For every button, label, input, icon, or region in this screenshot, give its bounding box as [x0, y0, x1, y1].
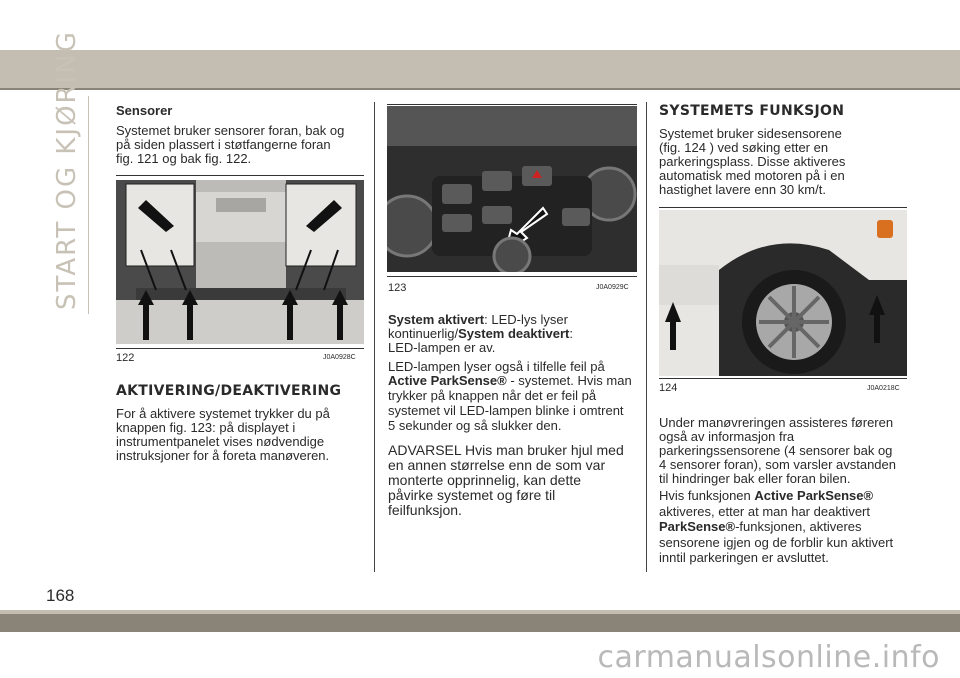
- fault-line-4: systemet vil LED-lampen blinke i omtrent: [388, 403, 624, 418]
- aktivering-heading: AKTIVERING/DEAKTIVERING: [116, 383, 342, 399]
- side-wheel-illustration: [659, 210, 907, 376]
- figure-124-bottom-rule: [659, 378, 907, 379]
- rear-bumper-illustration: [116, 180, 364, 344]
- fault-active-parksense-label: Active ParkSense®: [388, 373, 507, 388]
- fault-line-5: 5 sekunder og så slukker den.: [388, 418, 562, 433]
- maneuver-line-4: 4 sensorer foran), som varsler avstanden: [659, 457, 896, 472]
- advarsel-line-2: en annen størrelse enn de som var: [388, 457, 606, 473]
- figure-123-top-rule: [387, 104, 637, 105]
- if-line-2: aktiveres, etter at man har deaktivert: [659, 504, 870, 519]
- site-watermark: carmanualsonline.info: [597, 640, 940, 675]
- aktivering-line-3: instrumentpanelet vises nødvendige: [116, 434, 325, 449]
- figure-124-side-wheel-photo: [659, 210, 907, 376]
- figure-124-top-rule: [659, 207, 907, 208]
- status-aktivert-text: : LED-lys lyser: [484, 312, 568, 327]
- if-line-1-text: Hvis funksjonen: [659, 488, 755, 503]
- fault-line-3: trykker på knappen når det er feil på: [388, 388, 597, 403]
- fault-line-1: LED-lampen lyser også i tilfelle feil på: [388, 359, 605, 374]
- aktivering-line-4: instruksjoner for å foreta manøveren.: [116, 448, 330, 463]
- section-side-title: START OG KJØRING: [52, 30, 82, 310]
- maneuver-line-5: til hindringer bak eller foran bilen.: [659, 471, 851, 486]
- intro-line-4: automatisk med motoren på i en: [659, 168, 845, 183]
- if-line-4: sensorene igjen og de forblir kun aktivert: [659, 535, 894, 550]
- figure-122-code: J0A0928C: [323, 354, 356, 361]
- advarsel-line-1: ADVARSEL Hvis man bruker hjul med: [388, 442, 624, 458]
- header-band: [0, 50, 960, 88]
- if-line-3-rest: -funksjonen, aktiveres: [735, 519, 862, 534]
- status-colon: :: [569, 326, 574, 341]
- dashboard-button-illustration: [387, 106, 637, 272]
- if-line-5: inntil parkeringen er avsluttet.: [659, 550, 829, 565]
- intro-line-5: hastighet lavere enn 30 km/t.: [659, 182, 826, 197]
- sensorer-line-1: Systemet bruker sensorer foran, bak og: [116, 123, 345, 138]
- intro-line-2: (fig. 124 ) ved søking etter en: [659, 140, 829, 155]
- sensorer-line-3: fig. 121 og bak fig. 122.: [116, 151, 252, 166]
- status-line-1: [388, 313, 568, 327]
- maneuver-line-3: parkeringssensorene (4 sensorer bak og: [659, 443, 893, 458]
- aktivering-line-2: knappen fig. 123: på displayet i: [116, 420, 296, 435]
- figure-122-rear-bumper-photo: [116, 180, 364, 344]
- figure-122-bottom-rule: [116, 348, 364, 349]
- fault-line-2-rest: - systemet. Hvis man: [506, 373, 632, 388]
- intro-line-3: parkeringsplass. Disse aktiveres: [659, 154, 846, 169]
- status-aktivert-label: System aktivert: [388, 312, 485, 327]
- maneuver-line-1: Under manøvreringen assisteres føreren: [659, 415, 894, 430]
- figure-123-dashboard-photo: [387, 106, 637, 272]
- sensorer-heading: Sensorer: [116, 103, 173, 118]
- maneuver-line-2: også av informasjon fra: [659, 429, 795, 444]
- aktivering-line-1: For å aktivere systemet trykker du på: [116, 406, 330, 421]
- sensorer-line-2: på siden plassert i støtfangerne foran: [116, 137, 331, 152]
- if-parksense-label: ParkSense®: [659, 519, 736, 534]
- status-deaktivert-label: System deaktivert: [458, 326, 570, 341]
- intro-line-1: Systemet bruker sidesensorene: [659, 126, 842, 141]
- figure-123-code: J0A0929C: [596, 284, 629, 291]
- page-number: 168: [46, 586, 75, 605]
- side-title-rule: [88, 96, 89, 314]
- figure-124-code: J0A0218C: [867, 385, 900, 392]
- figure-122-top-rule: [116, 175, 364, 176]
- column-divider-1: [374, 102, 375, 572]
- if-line-1: [659, 489, 873, 503]
- status-line-3: LED-lampen er av.: [388, 340, 496, 355]
- status-line-2: [388, 327, 573, 341]
- figure-124-number: 124: [659, 382, 678, 394]
- column-divider-2: [646, 102, 647, 572]
- footer-band: [0, 614, 960, 632]
- header-band-line: [0, 88, 960, 90]
- status-kontinuerlig-text: kontinuerlig/: [388, 326, 459, 341]
- if-active-parksense-label: Active ParkSense®: [754, 488, 874, 503]
- if-line-3: [659, 520, 862, 534]
- fault-line-2: [388, 374, 632, 388]
- systemets-funksjon-heading: SYSTEMETS FUNKSJON: [659, 103, 845, 119]
- figure-123-bottom-rule: [387, 276, 637, 277]
- figure-123-number: 123: [388, 282, 407, 294]
- figure-122-number: 122: [116, 352, 135, 364]
- advarsel-line-3: monterte opprinnelig, kan dette: [388, 472, 582, 488]
- advarsel-line-5: feilfunksjon.: [388, 502, 462, 518]
- advarsel-line-4: påvirke systemet og føre til: [388, 487, 556, 503]
